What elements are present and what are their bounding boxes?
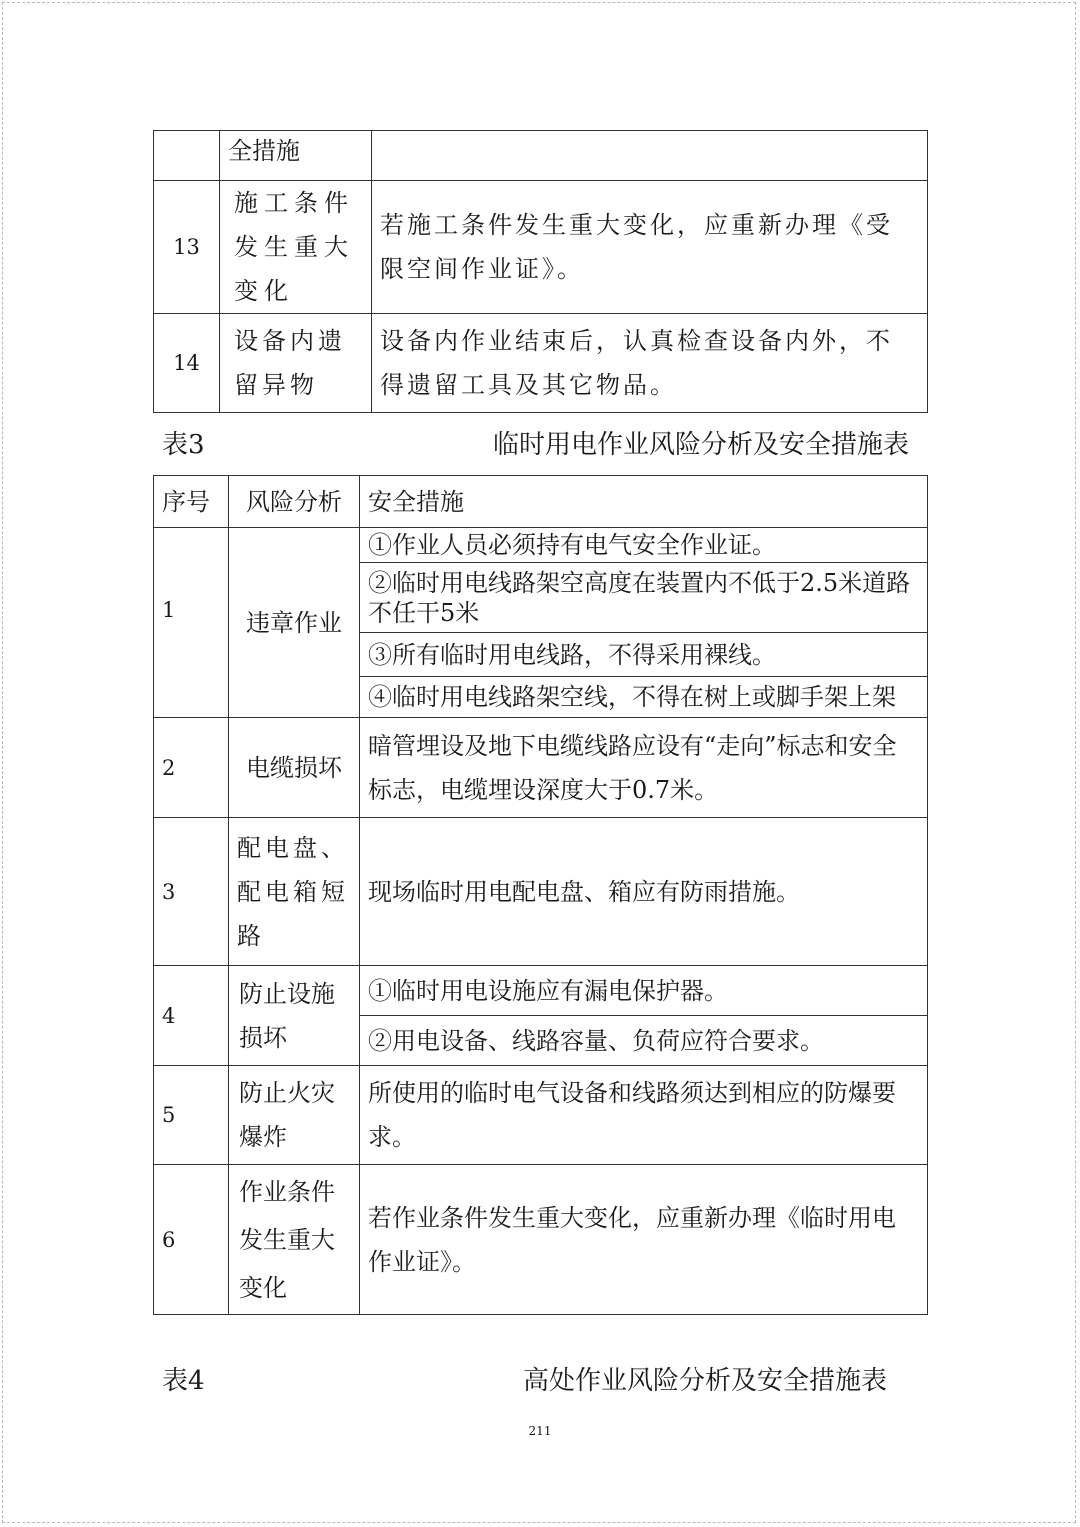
risk-cell: 电缆损坏 xyxy=(229,718,360,818)
table-row xyxy=(154,1066,928,1165)
risk-cell: 设备内遗留异物 xyxy=(220,314,372,413)
row-no: 4 xyxy=(154,966,229,1066)
table3 xyxy=(153,475,928,1315)
header-risk: 风险分析 xyxy=(229,476,360,528)
table3-label: 表3 xyxy=(162,430,205,460)
table-row xyxy=(154,818,928,966)
risk-cell: 违章作业 xyxy=(229,528,360,718)
row-no: 2 xyxy=(154,718,229,818)
table4-label: 表4 xyxy=(162,1366,205,1396)
measure-cell: 设备内作业结束后，认真检查设备内外，不得遗留工具及其它物品。 xyxy=(372,314,928,413)
measure-cell: ④临时用电线路架空线，不得在树上或脚手架上架 xyxy=(360,677,928,718)
table-row xyxy=(154,718,928,818)
row-no: 1 xyxy=(154,528,229,718)
table-row xyxy=(154,1165,928,1315)
row-no xyxy=(154,131,220,181)
table-header-row xyxy=(154,476,928,528)
row-no: 6 xyxy=(154,1165,229,1315)
table-prev xyxy=(153,130,928,413)
table3-title: 临时用电作业风险分析及安全措施表 xyxy=(493,430,910,460)
risk-cell: 全措施 xyxy=(220,131,372,181)
measure-cell: 现场临时用电配电盘、箱应有防雨措施。 xyxy=(360,818,928,966)
measure-cell xyxy=(372,131,928,181)
table-row xyxy=(154,181,928,314)
risk-cell: 防止火灾爆炸 xyxy=(229,1066,360,1165)
risk-cell: 施工条件发生重大变化 xyxy=(220,181,372,314)
measure-cell: ②临时用电线路架空高度在装置内不低于2.5米道路不任干5米 xyxy=(360,563,928,633)
measure-cell: ②用电设备、线路容量、负荷应符合要求。 xyxy=(360,1016,928,1066)
row-no: 5 xyxy=(154,1066,229,1165)
header-no: 序号 xyxy=(154,476,229,528)
risk-cell: 作业条件发生重大变化 xyxy=(229,1165,360,1315)
measure-cell: 若施工条件发生重大变化，应重新办理《受限空间作业证》。 xyxy=(372,181,928,314)
risk-cell: 防止设施损坏 xyxy=(229,966,360,1066)
header-measure: 安全措施 xyxy=(360,476,928,528)
table-row xyxy=(154,528,928,563)
measure-cell: 所使用的临时电气设备和线路须达到相应的防爆要求。 xyxy=(360,1066,928,1165)
row-no: 3 xyxy=(154,818,229,966)
table-row xyxy=(154,966,928,1016)
table4-title: 高处作业风险分析及安全措施表 xyxy=(523,1366,888,1396)
measure-cell: ①临时用电设施应有漏电保护器。 xyxy=(360,966,928,1016)
risk-cell: 配电盘、配电箱短路 xyxy=(229,818,360,966)
row-no: 13 xyxy=(154,181,220,314)
page-number: 211 xyxy=(528,1424,552,1438)
table-row xyxy=(154,314,928,413)
row-no: 14 xyxy=(154,314,220,413)
measure-cell: 暗管埋设及地下电缆线路应设有“走向”标志和安全标志，电缆埋设深度大于0.7米。 xyxy=(360,718,928,818)
table-row xyxy=(154,131,928,181)
measure-cell: 若作业条件发生重大变化，应重新办理《临时用电作业证》。 xyxy=(360,1165,928,1315)
measure-cell: ③所有临时用电线路，不得采用裸线。 xyxy=(360,633,928,677)
measure-cell: ①作业人员必须持有电气安全作业证。 xyxy=(360,528,928,563)
